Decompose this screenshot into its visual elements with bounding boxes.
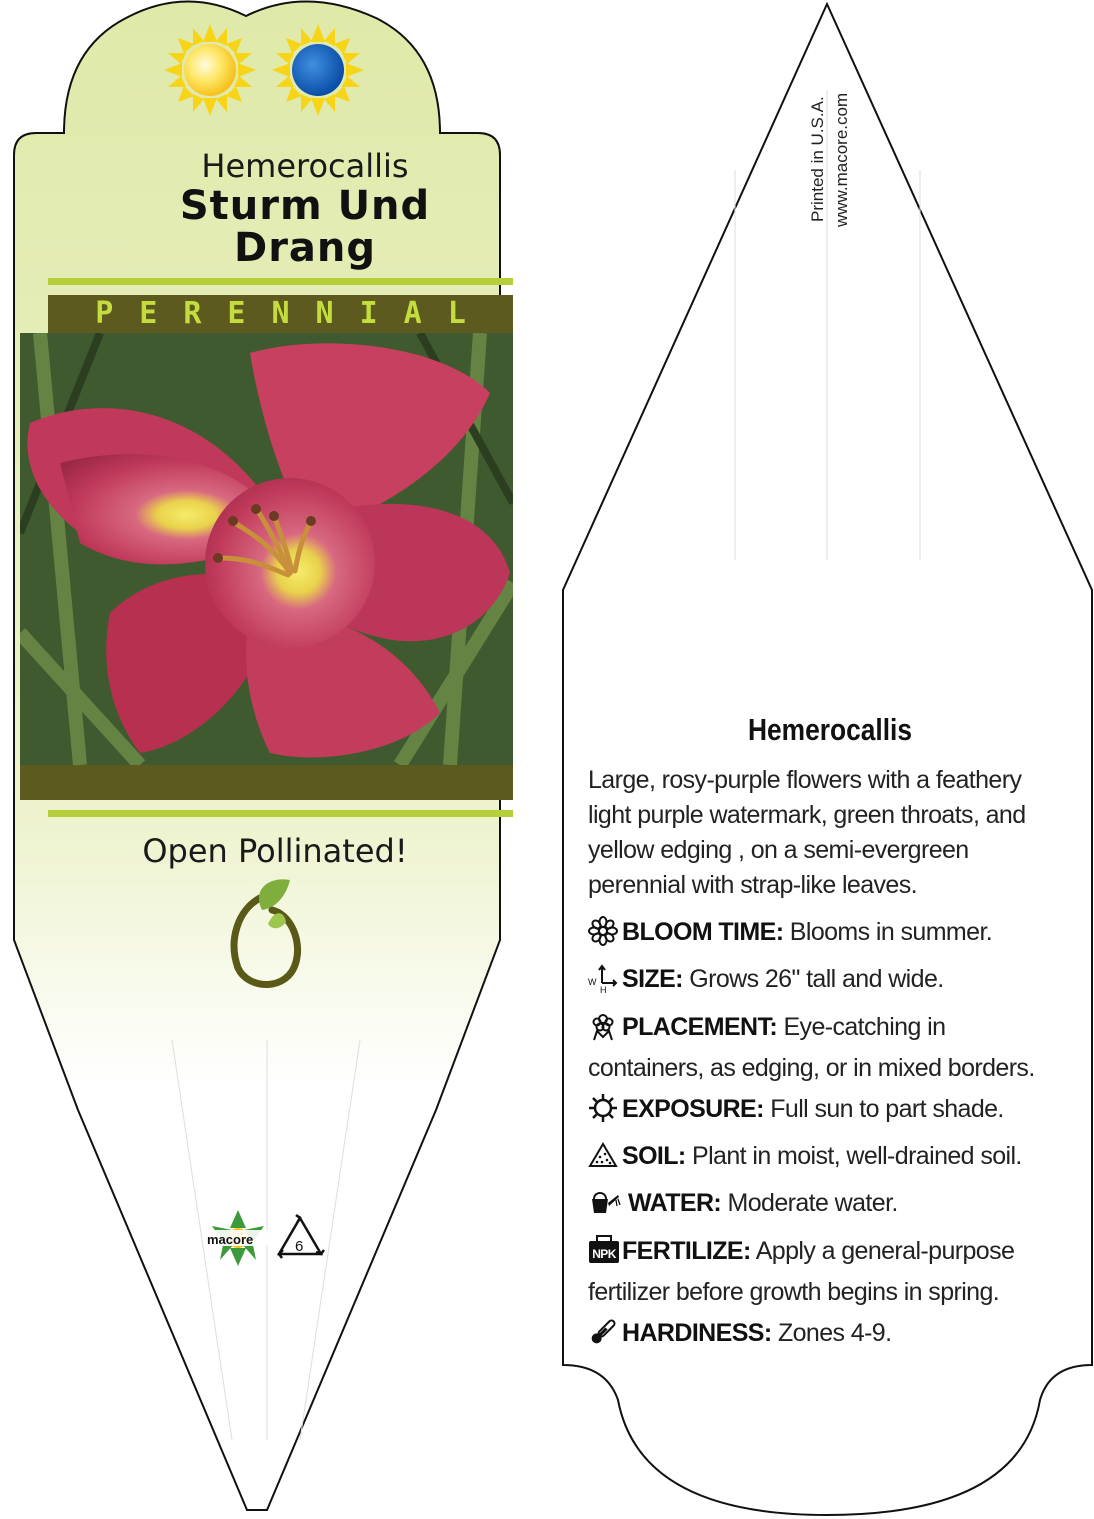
info-exposure — [588, 1092, 1058, 1133]
exposure-label: EXPOSURE: — [622, 1095, 764, 1123]
front-genus: Hemerocallis — [201, 147, 409, 185]
info-soil — [588, 1139, 1058, 1180]
npk-icon — [588, 1235, 622, 1275]
recycle-number: 6 — [295, 1238, 304, 1255]
water-label: WATER: — [628, 1189, 722, 1217]
description: Large, rosy-purple flowers with a feathery light purple watermark, green throats, and yellow edging , on a semi-evergreen perennial with strap-like leaves. — [588, 766, 1026, 899]
photo-bottom-band — [20, 765, 513, 800]
npk-icon-label: NPK — [592, 1247, 616, 1261]
info-fertilize — [588, 1234, 1058, 1310]
pollination-note: Open Pollinated! — [142, 832, 408, 870]
macore-logo-text: macore — [207, 1232, 254, 1247]
placement-label: PLACEMENT: — [622, 1013, 778, 1041]
info-placement — [588, 1010, 1058, 1086]
cultivar-line-1: Sturm Und — [179, 183, 431, 229]
size-icon — [588, 963, 622, 1003]
bloom-time-label: BLOOM TIME: — [622, 918, 784, 946]
back-title: Hemerocallis — [747, 712, 913, 747]
placement-text: Eye-catching in containers, as edging, or in mixed borders. — [588, 1013, 1035, 1082]
plant-photo — [20, 333, 513, 765]
info-bloom-time — [588, 915, 1058, 956]
soil-icon — [588, 1140, 622, 1180]
hardiness-label: HARDINESS: — [622, 1319, 772, 1347]
thermometer-icon — [588, 1317, 622, 1357]
lime-divider-bottom — [48, 810, 513, 817]
sun-icon — [588, 1093, 622, 1133]
size-icon-h: H — [600, 985, 606, 993]
size-label: SIZE: — [622, 965, 683, 993]
soil-label: SOIL: — [622, 1142, 686, 1170]
info-size — [588, 962, 1058, 1003]
watering-can-icon — [588, 1187, 628, 1227]
info-water — [588, 1186, 1058, 1227]
fertilize-label: FERTILIZE: — [622, 1237, 751, 1265]
size-text: Grows 26" tall and wide. — [689, 965, 944, 993]
water-text: Moderate water. — [727, 1189, 898, 1217]
printed-in: Printed in U.S.A. — [808, 96, 827, 222]
fertilize-text: Apply a general-purpose fertilizer before growth begins in spring. — [588, 1237, 1015, 1306]
front-cultivar — [70, 185, 540, 269]
soil-text: Plant in moist, well-drained soil. — [692, 1142, 1022, 1170]
website: www.macore.com — [832, 92, 851, 227]
cultivar-line-2: Drang — [233, 225, 377, 271]
size-icon-w: W — [588, 977, 596, 987]
exposure-text: Full sun to part shade. — [770, 1095, 1004, 1123]
bloom-time-text: Blooms in summer. — [789, 918, 993, 946]
hardiness-text: Zones 4-9. — [777, 1319, 892, 1347]
category-label: PERENNIAL — [95, 296, 492, 331]
lime-divider-top — [48, 278, 513, 285]
flower-icon — [588, 916, 622, 956]
placement-icon — [588, 1011, 622, 1051]
info-hardiness — [588, 1316, 1058, 1357]
